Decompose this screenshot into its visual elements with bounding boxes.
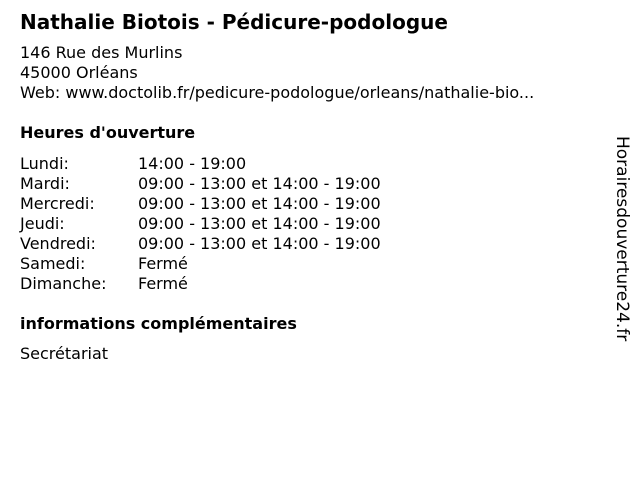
business-address bbox=[20, 43, 534, 103]
opening-hours-list bbox=[20, 154, 381, 294]
day-label: Jeudi: bbox=[20, 214, 65, 233]
time-value: Fermé bbox=[138, 274, 188, 293]
website-link[interactable]: Web: www.doctolib.fr/pedicure-podologue/orleans/nathalie-bio... bbox=[20, 83, 535, 102]
day-label: Mercredi: bbox=[20, 194, 95, 213]
opening-hours-heading: Heures d'ouverture bbox=[20, 123, 196, 142]
day-label: Lundi: bbox=[20, 154, 69, 173]
day-label: Samedi: bbox=[20, 254, 86, 273]
address-city: 45000 Orléans bbox=[20, 63, 138, 82]
time-value: 09:00 - 13:00 et 14:00 - 19:00 bbox=[138, 194, 381, 213]
hours-row-dimanche bbox=[20, 274, 381, 294]
time-value: 09:00 - 13:00 et 14:00 - 19:00 bbox=[138, 174, 381, 193]
time-value: 14:00 - 19:00 bbox=[138, 154, 247, 173]
hours-row-mercredi bbox=[20, 194, 381, 214]
time-value: 09:00 - 13:00 et 14:00 - 19:00 bbox=[138, 214, 381, 233]
hours-row-samedi bbox=[20, 254, 381, 274]
site-watermark: Horairesdouverture24.fr bbox=[612, 136, 632, 342]
day-label: Mardi: bbox=[20, 174, 70, 193]
time-value: 09:00 - 13:00 et 14:00 - 19:00 bbox=[138, 234, 381, 253]
day-label: Vendredi: bbox=[20, 234, 96, 253]
hours-row-vendredi bbox=[20, 234, 381, 254]
hours-row-mardi bbox=[20, 174, 381, 194]
address-street: 146 Rue des Murlins bbox=[20, 43, 183, 62]
time-value: Fermé bbox=[138, 254, 188, 273]
day-label: Dimanche: bbox=[20, 274, 107, 293]
hours-row-jeudi bbox=[20, 214, 381, 234]
business-name: Nathalie Biotois - Pédicure-podologue bbox=[20, 10, 448, 34]
hours-row-lundi bbox=[20, 154, 381, 174]
additional-info-heading: informations complémentaires bbox=[20, 314, 297, 333]
additional-info-text: Secrétariat bbox=[20, 344, 109, 363]
